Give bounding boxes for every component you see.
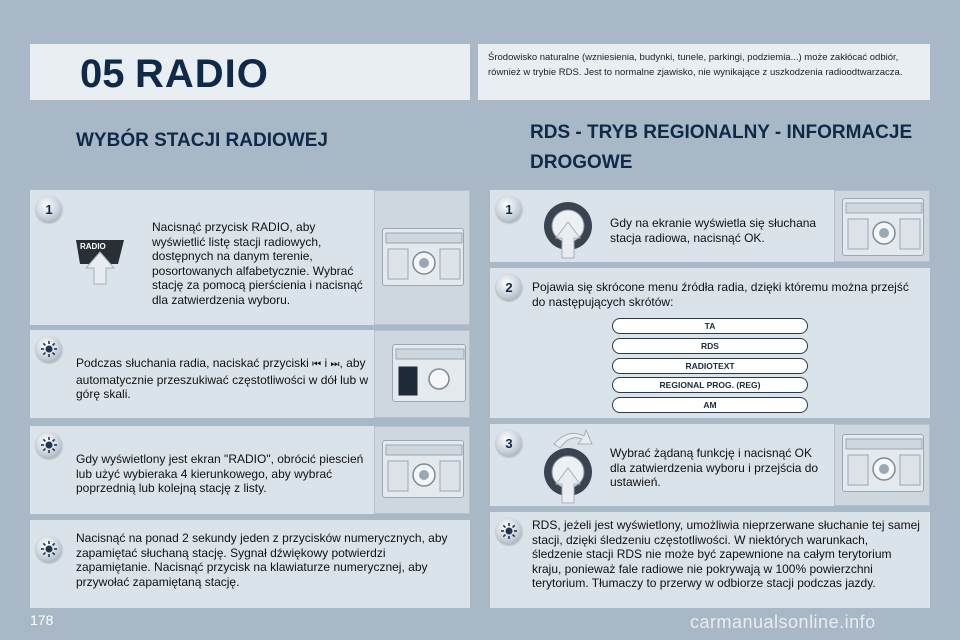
right-section-title: RDS - TRYB REGIONALNY - INFORMACJE DROGOWE — [530, 122, 913, 173]
page-number: 178 — [30, 612, 54, 628]
left-tip1-text: Podczas słuchania radia, naciskać przyciski ⏮ i ⏭, aby automatycznie przeszukiwać częstotliwości w dół lub w górę skali. — [76, 356, 369, 401]
left-section-title: WYBÓR STACJI RADIOWEJ — [76, 130, 328, 151]
radio-unit-icon — [842, 198, 924, 256]
radio-button-label: RADIO — [80, 242, 106, 251]
step-badge: 3 — [496, 430, 522, 456]
step-badge: 1 — [36, 196, 62, 222]
radio-unit-icon — [382, 228, 464, 286]
tip-icon — [496, 518, 522, 544]
ok-dial-icon — [540, 196, 596, 260]
right-step3-text: Wybrać żądaną funkcję i nacisnąć OK dla zatwierdzenia wyboru i przejścia do ustawień. — [610, 446, 819, 489]
step-badge: 2 — [496, 274, 522, 300]
tip-icon — [36, 536, 62, 562]
chapter-number: 05 — [80, 52, 125, 96]
radio-unit-icon — [842, 434, 924, 492]
radio-unit-icon — [382, 440, 464, 498]
menu-item-rds[interactable]: RDS — [612, 338, 808, 354]
radio-unit-icon — [392, 344, 466, 402]
header-note: Środowisko naturalne (wzniesienia, budynki, tunele, parkingi, podziemia...) może zakłócać odbiór, również w trybie RDS. Jest to normalne zjawisko, nie wynikające z uszkodzenia radioodtwarzacza. — [478, 44, 930, 100]
seek-down-icon: ⏮ — [312, 359, 322, 370]
menu-item-regional-prog[interactable]: REGIONAL PROG. (REG) — [612, 377, 808, 393]
right-step1-text: Gdy na ekranie wyświetla się słuchana stacja radiowa, nacisnąć OK. — [610, 216, 817, 245]
left-tip3-text: Nacisnąć na ponad 2 sekundy jeden z przycisków numerycznych, aby zapamiętać słuchaną stację. Sygnał dźwiękowy potwierdzi zapamiętanie. Nacisnąć przycisk na klawiaturze numerycznej, aby przywołać zapamiętaną stację. — [76, 531, 448, 589]
seek-up-icon: ⏭ — [330, 359, 340, 370]
menu-item-am[interactable]: AM — [612, 397, 808, 413]
chapter-title: RADIO — [135, 52, 269, 96]
watermark: carmanualsonline.info — [690, 612, 876, 632]
menu-item-radiotext[interactable]: RADIOTEXT — [612, 358, 808, 374]
right-tip-text: RDS, jeżeli jest wyświetlony, umożliwia nieprzerwane słuchanie tej samej stacji, dzięki śledzeniu częstotliwości. W niektórych warunkach, śledzenie stacji RDS nie może być zapewnione na całym terytorium kraju, ponieważ fale radiowe nie pokrywają w 100% powierzchni terytorium. Tłumaczy to przerwy w odbiorze stacji podczas jazdy. — [532, 518, 920, 590]
left-tip2-text: Gdy wyświetlony jest ekran "RADIO", obrócić piescień lub użyć wybieraka 4 kierunkowego, aby wybrać poprzednią lub kolejną stację z listy. — [76, 452, 364, 495]
right-step2-text: Pojawia się skrócone menu źródła radia, dzięki któremu można przejść do następujących skrótów: — [532, 280, 909, 309]
tip-icon — [36, 432, 62, 458]
step-badge: 1 — [496, 196, 522, 222]
tip-icon — [36, 336, 62, 362]
menu-item-ta[interactable]: TA — [612, 318, 808, 334]
radio-button-illustration — [70, 228, 130, 288]
left-step1-text: Nacisnąć przycisk RADIO, aby wyświetlić listę stacji radiowych, dostępnych na danym terenie, posortowanych alfabetycznie. Wybrać stację za pomocą pierścienia i nacisnąć dla zatwierdzenia wyboru. — [152, 220, 363, 307]
rotate-dial-icon — [540, 426, 596, 504]
